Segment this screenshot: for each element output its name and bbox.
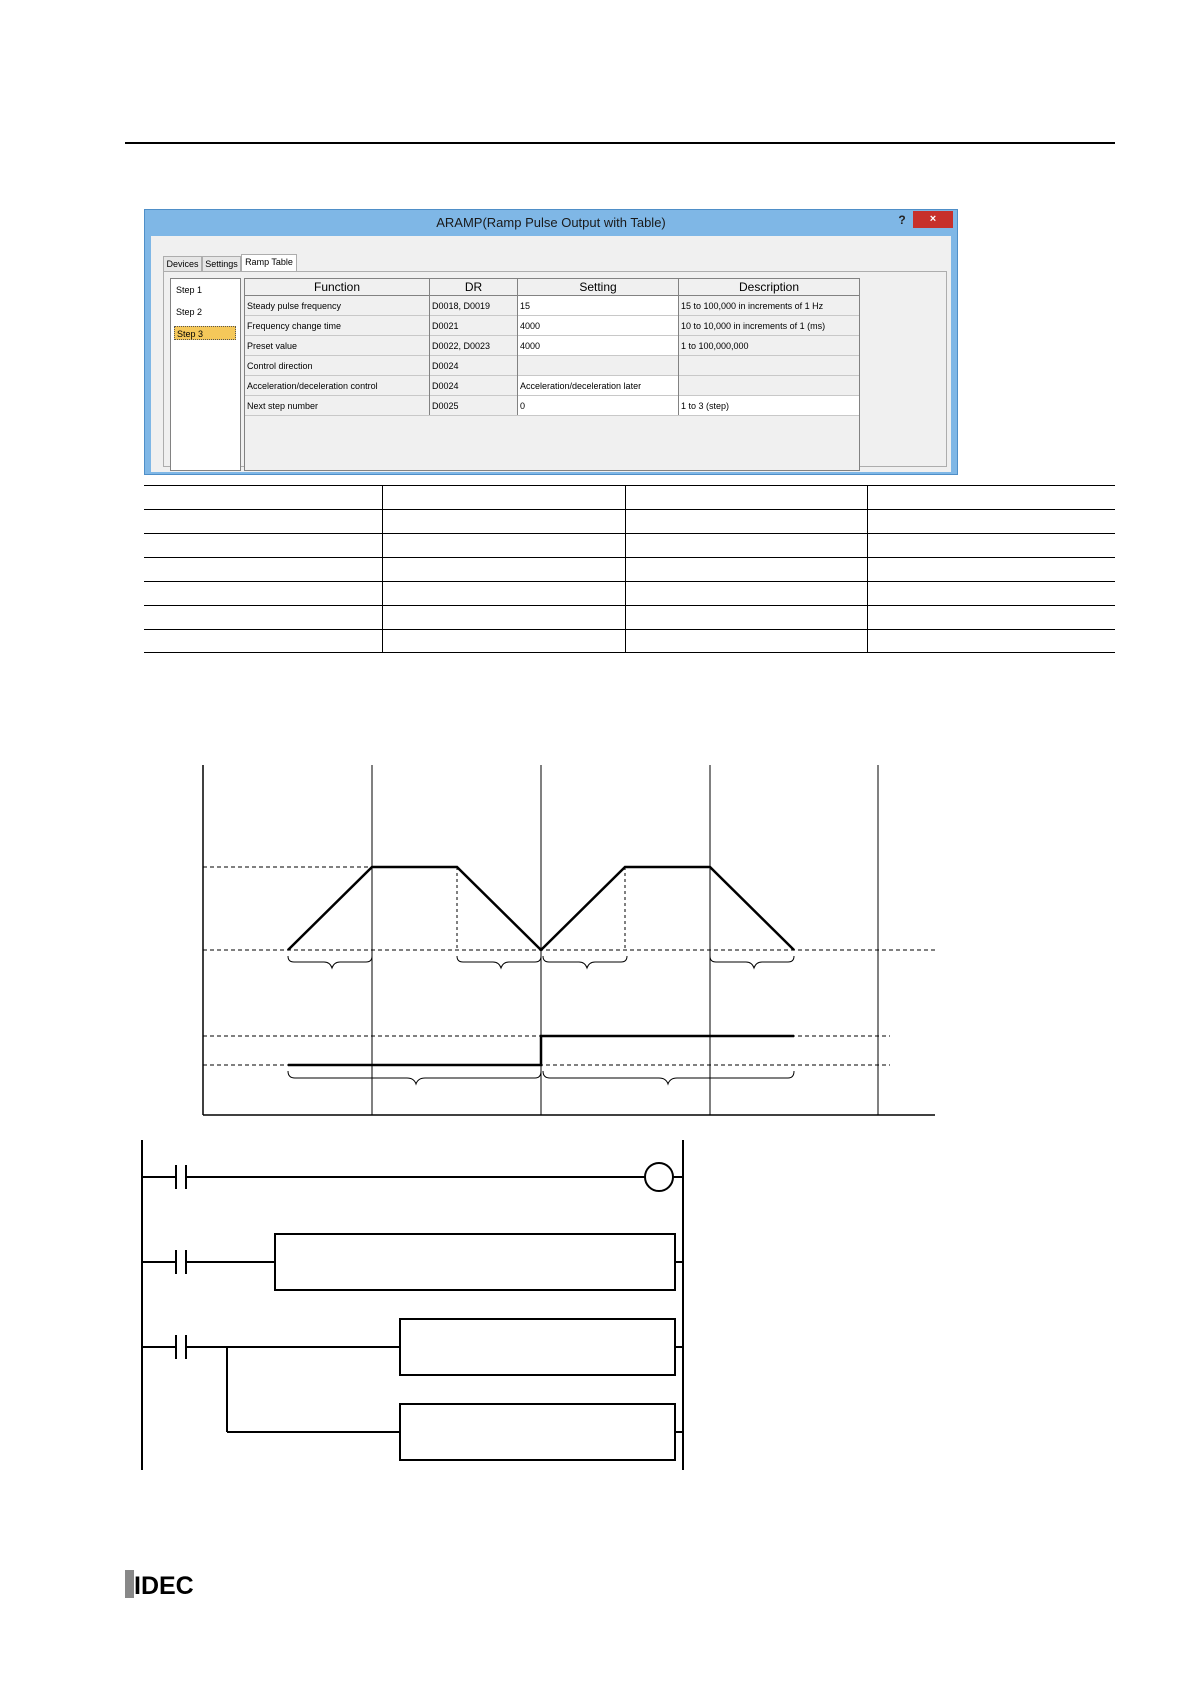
instruction-box [400, 1319, 675, 1375]
output-coil [645, 1163, 673, 1191]
ramp-time-brace [288, 956, 372, 968]
cell-dr: D0024 [432, 361, 459, 371]
column-header-function: Function [245, 279, 430, 296]
direction-period-brace [288, 1071, 541, 1084]
cell-description: 1 to 3 (step) [679, 396, 859, 415]
table-row [245, 376, 859, 396]
cell-function: Acceleration/deceleration control [247, 381, 378, 391]
table-rule [144, 533, 1115, 534]
column-divider [517, 279, 518, 415]
cell-description: 1 to 100,000,000 [681, 341, 749, 351]
cell-function: Steady pulse frequency [247, 301, 342, 311]
table-row [245, 296, 859, 316]
step-item-2[interactable]: Step 2 [176, 307, 203, 317]
table-column-divider [625, 485, 626, 652]
table-rule [144, 629, 1115, 630]
direction-period-brace [543, 1071, 794, 1084]
logo-text: IDEC [134, 1572, 194, 1600]
cell-description: 15 to 100,000 in increments of 1 Hz [681, 301, 824, 311]
dialog-title: ARAMP(Ramp Pulse Output with Table) [436, 215, 666, 230]
tab-ramp-table[interactable]: Ramp Table [241, 254, 297, 272]
ramp-time-brace [710, 956, 794, 968]
close-button[interactable]: × [913, 211, 953, 228]
ramp-time-brace [543, 956, 627, 968]
header-rule [125, 142, 1115, 144]
table-row [245, 396, 859, 416]
cell-dr: D0021 [432, 321, 459, 331]
aramp-dialog [144, 209, 958, 475]
step-item-3[interactable]: Step 3 [174, 326, 236, 340]
ramp-table-panel [163, 271, 947, 467]
cell-function: Control direction [247, 361, 313, 371]
help-button[interactable]: ? [898, 213, 906, 227]
cell-setting[interactable]: 0 [518, 396, 679, 415]
tab-devices[interactable]: Devices [163, 256, 202, 271]
timing-diagram [190, 760, 950, 1120]
table-rule [144, 557, 1115, 558]
table-rule [144, 509, 1115, 510]
table-rule [144, 581, 1115, 582]
instruction-box [275, 1234, 675, 1290]
table-column-divider [382, 485, 383, 652]
cell-setting[interactable]: 4000 [518, 316, 679, 335]
column-header-dr: DR [430, 279, 518, 296]
cell-function: Frequency change time [247, 321, 342, 331]
tab-settings[interactable]: Settings [202, 256, 241, 271]
table-rule [144, 485, 1115, 486]
table-row [245, 336, 859, 356]
step-item-1[interactable]: Step 1 [176, 285, 203, 295]
ladder-diagram [130, 1135, 700, 1475]
cell-dr: D0018, D0019 [432, 301, 491, 311]
table-row [245, 316, 859, 336]
column-header-description: Description [679, 279, 859, 296]
cell-setting[interactable]: 4000 [518, 336, 679, 355]
cell-setting[interactable]: 15 [518, 296, 679, 315]
cell-dr: D0024 [432, 381, 459, 391]
table-column-divider [867, 485, 868, 652]
column-divider [678, 279, 679, 415]
logo-bar [125, 1570, 134, 1598]
cell-function: Preset value [247, 341, 298, 351]
column-divider [429, 279, 430, 415]
column-header-setting: Setting [518, 279, 679, 296]
idec-logo [125, 1570, 215, 1600]
dialog-client [151, 236, 951, 472]
cell-dr: D0025 [432, 401, 459, 411]
cell-dr: D0022, D0023 [432, 341, 491, 351]
cell-function: Next step number [247, 401, 319, 411]
cell-description: 10 to 10,000 in increments of 1 (ms) [681, 321, 826, 331]
control-direction-waveform [288, 1036, 794, 1065]
table-rule [144, 652, 1115, 653]
ramp-table-grid [244, 278, 860, 471]
step-list [170, 278, 241, 471]
ramp-time-brace [457, 956, 541, 968]
instruction-box [400, 1404, 675, 1460]
table-rule [144, 605, 1115, 606]
cell-setting[interactable]: Acceleration/deceleration later [518, 376, 679, 395]
table-row [245, 356, 859, 376]
title-bar [145, 210, 957, 236]
